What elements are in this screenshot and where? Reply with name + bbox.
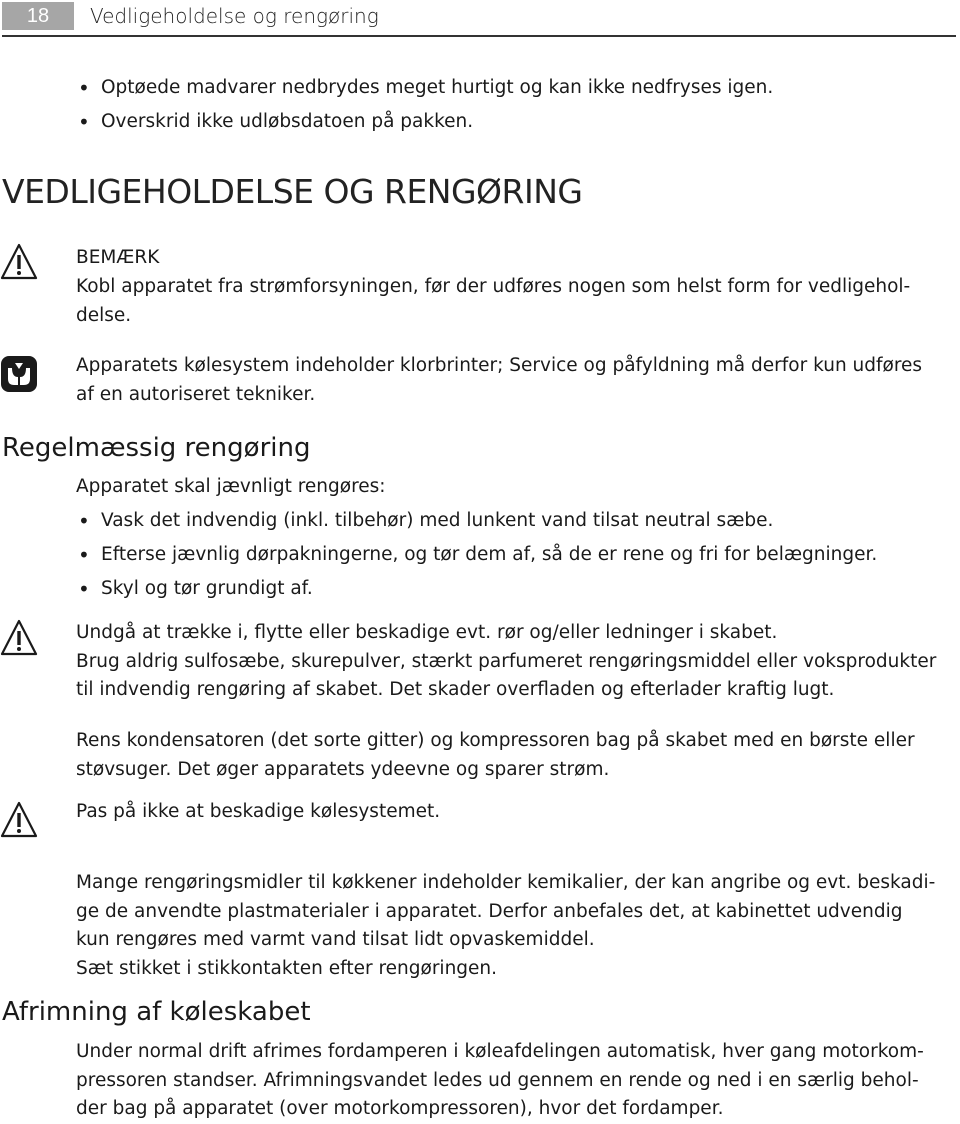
header-title: Vedligeholdelse og rengøring (90, 4, 379, 28)
warning-line-2: Brug aldrig sulfosæbe, skurepulver, stærkt parfumeret rengøringsmiddel eller voksprodukter (76, 651, 937, 672)
regular-cleaning-title: Regelmæssig rengøring (2, 433, 311, 463)
regular-bullet-3: Skyl og tør grundigt af. (101, 578, 313, 599)
warning-triangle-icon (0, 800, 38, 840)
warning-triangle-icon (0, 618, 38, 658)
warning-triangle-icon (0, 242, 38, 282)
bullet-dot: • (78, 509, 90, 533)
bullet-dot: • (78, 577, 90, 601)
intro-bullet-1: Optøede madvarer nedbrydes meget hurtigt og kan ikke nedfryses igen. (101, 77, 774, 98)
detergent-line-4: Sæt stikket i stikkontakten efter rengøringen. (76, 958, 498, 979)
detergent-line-1: Mange rengøringsmidler til køkkener indeholder kemikalier, der kan angribe og evt. beskadi- (76, 872, 936, 893)
refrigerant-line-1: Apparatets kølesystem indeholder klorbrinter; Service og påfyldning må derfor kun udføres (76, 355, 923, 376)
section-title: VEDLIGEHOLDELSE OG RENGØRING (2, 172, 583, 211)
notice-label: BEMÆRK (76, 247, 160, 268)
bullet-dot: • (78, 543, 90, 567)
defrost-line-2: pressoren standser. Afrimningsvandet ledes ud gennem en rende og ned i en særlig behol- (76, 1070, 919, 1091)
page-number: 18 (2, 2, 74, 30)
detergent-line-2: ge de anvendte plastmaterialer i apparatet. Derfor anbefales det, at kabinettet udvendig (76, 901, 903, 922)
header-rule (2, 35, 956, 37)
environment-icon (0, 355, 38, 393)
regular-bullet-2: Efterse jævnlig dørpakningerne, og tør dem af, så de er rene og fri for belægninger. (101, 544, 878, 565)
defrost-line-1: Under normal drift afrimes fordamperen i køleafdelingen automatisk, hver gang motorkom- (76, 1041, 924, 1062)
bullet-dot: • (78, 76, 90, 100)
condenser-line-2: støvsuger. Det øger apparatets ydeevne og sparer strøm. (76, 759, 610, 780)
notice-line-2: delse. (76, 305, 132, 326)
detergent-line-3: kun rengøres med varmt vand tilsat lidt opvaskemiddel. (76, 929, 595, 950)
intro-bullet-2: Overskrid ikke udløbsdatoen på pakken. (101, 111, 474, 132)
refrigerant-line-2: af en autoriseret tekniker. (76, 384, 316, 405)
notice-line-1: Kobl apparatet fra strømforsyningen, før der udføres nogen som helst form for vedligehol- (76, 276, 911, 297)
defrost-line-3: der bag på apparatet (over motorkompressoren), hvor det fordamper. (76, 1098, 724, 1119)
regular-intro: Apparatet skal jævnligt rengøres: (76, 476, 386, 497)
warning-line-3: til indvendig rengøring af skabet. Det skader overfladen og efterlader kraftig lugt. (76, 679, 835, 700)
defrost-title: Afrimning af køleskabet (2, 997, 311, 1027)
bullet-dot: • (78, 110, 90, 134)
regular-bullet-1: Vask det indvendig (inkl. tilbehør) med lunkent vand tilsat neutral sæbe. (101, 510, 774, 531)
warning-line-1: Undgå at trække i, flytte eller beskadige evt. rør og/eller ledninger i skabet. (76, 622, 778, 643)
warning2-text: Pas på ikke at beskadige kølesystemet. (76, 801, 441, 822)
condenser-line-1: Rens kondensatoren (det sorte gitter) og kompressoren bag på skabet med en børste eller (76, 730, 915, 751)
